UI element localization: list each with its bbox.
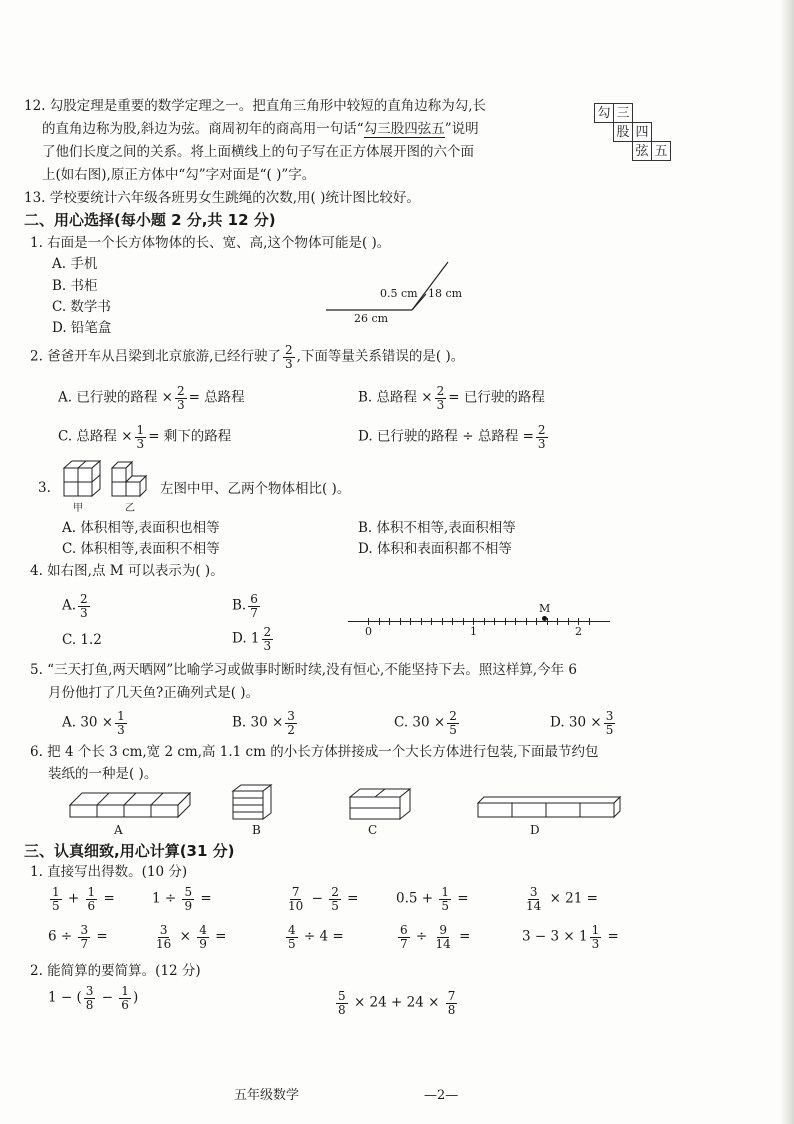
c3-option-d: D. 体积和表面积都不相等 — [358, 541, 512, 557]
c5-option-b: B. 30 × $\frac{3}{2}$ — [232, 709, 295, 737]
net-cell: 勾 — [594, 103, 614, 123]
axis-label-0: 0 — [365, 625, 372, 638]
c2-option-a: A. 已行驶的路程 × $\frac{2}{3}$ = 总路程 — [58, 384, 245, 412]
c2-stem: 2. 爸爸开车从吕梁到北京旅游,已经行驶了 $\frac{2}{3}$ ,下面等量关系错误的是( )。 — [30, 343, 465, 371]
calc1-item: 1 ÷ $\frac{5}{9}$ = — [152, 885, 212, 913]
c4-option-c: C. 1.2 — [62, 632, 102, 648]
q12-line2: 的直角边称为股,斜边为弦。商周初年的商高用一句话“勾三股四弦五”说明 — [42, 121, 479, 137]
c3-option-c: C. 体积相等,表面积不相等 — [62, 541, 220, 557]
calc1-title: 1. 直接写出得数。(10 分) — [30, 864, 188, 880]
c3-number: 3. — [38, 480, 51, 496]
net-cell: 弦 — [632, 141, 652, 161]
calc1-item: 0.5 + $\frac{1}{5}$ = — [396, 885, 469, 913]
c2-option-d: D. 已行驶的路程 ÷ 总路程 = $\frac{2}{3}$ — [358, 423, 546, 451]
calc1-item: 3 − 3 × 1 $\frac{1}{3}$ = — [522, 923, 619, 951]
c3-option-b: B. 体积不相等,表面积相等 — [358, 520, 516, 536]
c5-option-c: C. 30 × $\frac{2}{5}$ — [394, 709, 457, 737]
c2-option-b: B. 总路程 × $\frac{2}{3}$ = 已行驶的路程 — [358, 384, 545, 412]
c1-stem: 1. 右面是一个长方体物体的长、宽、高,这个物体可能是( )。 — [30, 235, 391, 251]
calc1-item: $\frac{7}{10}$ − $\frac{2}{5}$ = — [288, 885, 359, 913]
c4-option-b: B. $\frac{6}{7}$ — [232, 592, 258, 620]
section-2-title: 二、用心选择(每小题 2 分,共 12 分) — [24, 211, 276, 229]
section-3-title: 三、认真细致,用心计算(31 分) — [24, 842, 235, 860]
net-cell: 股 — [613, 122, 633, 142]
c6-label-d: D — [530, 823, 540, 837]
q12-line3: 了他们长度之间的关系。将上面横线上的句子写在正方体展开图的六个面 — [42, 144, 474, 160]
axis-label-2: 2 — [575, 625, 582, 638]
c4-option-d: D. 1 $\frac{2}{3}$ — [232, 625, 272, 653]
calc1-item: $\frac{6}{7}$ ÷ $\frac{9}{14}$ = — [400, 923, 471, 951]
c2-option-c: C. 总路程 × $\frac{1}{3}$ = 剩下的路程 — [58, 423, 232, 451]
q12-underlined-phrase: 勾三股四弦五 — [363, 121, 445, 137]
c5-option-d: D. 30 × $\frac{3}{5}$ — [550, 709, 614, 737]
c1-option-d: D. 铅笔盒 — [52, 320, 112, 336]
c6-label-b: B — [252, 823, 261, 837]
c3-option-a: A. 体积相等,表面积也相等 — [62, 520, 220, 536]
dim-length-label: 26 cm — [354, 312, 389, 325]
c4-option-a: A. $\frac{2}{3}$ — [62, 592, 88, 620]
c6-label-c: C — [368, 823, 378, 837]
net-cell: 四 — [632, 122, 652, 142]
cubes-figure — [60, 458, 150, 508]
net-cell: 五 — [651, 141, 671, 161]
calc1-item: $\frac{1}{5}$ + $\frac{1}{6}$ = — [52, 885, 115, 913]
point-m-dot — [542, 616, 547, 621]
calc2-expression-2: $\frac{5}{8}$ × 24 + 24 × $\frac{7}{8}$ — [338, 989, 456, 1017]
calc1-item: 6 ÷ $\frac{3}{7}$ = — [48, 923, 108, 951]
calc1-item: $\frac{3}{14}$ × 21 = — [526, 885, 598, 913]
c5-line1: 5. “三天打鱼,两天晒网”比喻学习或做事时断时续,没有恒心,不能坚持下去。照这样算,今年 6 — [30, 662, 578, 678]
q12-line4: 上(如右图),原正方体中“勾”字对面是“( )”字。 — [42, 167, 316, 183]
c4-stem: 4. 如右图,点 M 可以表示为( )。 — [30, 563, 224, 579]
axis-label-1: 1 — [470, 625, 477, 638]
c3-stem: 左图中甲、乙两个物体相比( )。 — [160, 481, 351, 497]
packing-options-figure — [60, 783, 680, 825]
calc2-title: 2. 能简算的要简算。(12 分) — [30, 963, 201, 979]
page-edge-shadow — [780, 0, 794, 1124]
calc2-expression-1: 1 − ( $\frac{3}{8}$ − $\frac{1}{6}$ ) — [48, 984, 139, 1012]
q12-line1: 12. 勾股定理是重要的数学定理之一。把直角三角形中较短的直角边称为勾,长 — [24, 98, 487, 114]
axis-line — [348, 621, 610, 622]
calc1-item: $\frac{3}{16}$ × $\frac{4}{9}$ = — [156, 923, 227, 951]
dim-width-label: 18 cm — [428, 287, 463, 300]
c3-label-yi: 乙 — [125, 503, 135, 514]
c6-line1: 6. 把 4 个长 3 cm,宽 2 cm,高 1.1 cm 的小长方体拼接成一个大长方体进行包装,下面最节约包 — [30, 744, 599, 760]
footer-page-number: —2— — [424, 1088, 459, 1103]
calc1-item: $\frac{4}{5}$ ÷ 4 = — [288, 923, 344, 951]
c6-line2: 装纸的一种是( )。 — [48, 766, 158, 782]
c1-option-b: B. 书柜 — [52, 278, 98, 294]
point-m-label: M — [539, 602, 551, 615]
c1-option-a: A. 手机 — [52, 256, 98, 272]
c5-option-a: A. 30 × $\frac{1}{3}$ — [62, 709, 125, 737]
q13-text: 13. 学校要统计六年级各班男女生跳绳的次数,用( )统计图比较好。 — [24, 190, 420, 206]
c5-line2: 月份他打了几天鱼?正确列式是( )。 — [48, 685, 260, 701]
c6-label-a: A — [114, 823, 123, 837]
dim-height-label: 0.5 cm — [380, 287, 418, 300]
footer-grade-label: 五年级数学 — [234, 1088, 300, 1103]
c1-option-c: C. 数学书 — [52, 299, 111, 315]
net-cell: 三 — [613, 103, 633, 123]
c3-label-jia: 甲 — [73, 503, 83, 514]
